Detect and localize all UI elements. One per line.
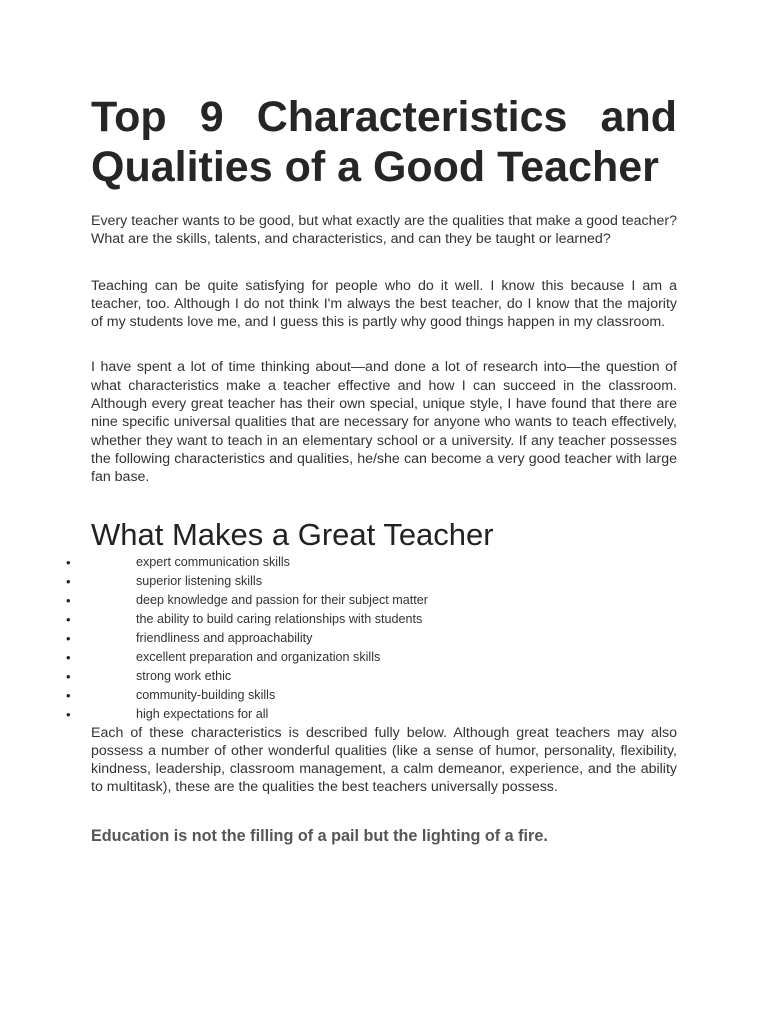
bullet-icon: • [66,649,71,665]
section-heading: What Makes a Great Teacher [91,516,494,552]
list-item [66,705,677,724]
list-item [66,667,677,686]
bullet-icon: • [66,573,71,589]
list-item-text: strong work ethic [136,668,232,683]
document-page [66,92,677,846]
quote-heading: Education is not the filling of a pail but the lighting of a fire. [91,826,548,845]
body-paragraph-2: Teaching can be quite satisfying for people who do it well. I know this because I am a teacher, too. Although I do not think I'm always the best teacher, do I know that the majority of my students love me, and I guess this is partly why good things happen in my classroom. [91,277,677,331]
list-item-text: friendliness and approachability [136,630,313,645]
bullet-icon: • [66,706,71,722]
list-item [66,648,677,667]
list-item-text: community-building skills [136,687,276,702]
list-item [66,629,677,648]
body-paragraph-3: I have spent a lot of time thinking about—and done a lot of research into—the question of what characteristics make a teacher effective and how I can succeed in the classroom. Although every great teacher has their own special, unique style, I have found that there are nine specific universal qualities that are necessary for anyone who wants to teach effectively, whether they want to teach in an elementary school or a university. If any teacher possesses the following characteristics and qualities, he/she can become a very good teacher with large fan base. [91,359,677,486]
list-item-text: superior listening skills [136,573,262,588]
list-item-text: high expectations for all [136,706,269,721]
list-item [66,591,677,610]
list-item [66,553,677,572]
list-item-text: the ability to build caring relationships with students [136,611,423,626]
intro-paragraph: Every teacher wants to be good, but what exactly are the qualities that make a good teacher? What are the skills, talents, and characteristics, and can they be taught or learned? [91,213,677,248]
page-title: Top 9 Characteristics and Qualities of a Good Teacher [91,93,677,191]
bullet-icon: • [66,592,71,608]
bullet-icon: • [66,611,71,627]
list-item [66,610,677,629]
bullet-icon: • [66,668,71,684]
bullet-icon: • [66,687,71,703]
closing-paragraph: Each of these characteristics is described fully below. Although great teachers may also possess a number of other wonderful qualities (like a sense of humor, personality, flexibility, kindness, leadership, classroom management, a calm demeanor, experience, and the ability to multitask), these are the qualities the best teachers universally possess. [91,724,677,796]
qualities-list [66,553,677,724]
list-item-text: deep knowledge and passion for their subject matter [136,592,428,607]
list-item [66,686,677,705]
list-item-text: excellent preparation and organization skills [136,649,381,664]
list-item [66,572,677,591]
list-item-text: expert communication skills [136,554,290,569]
bullet-icon: • [66,630,71,646]
bullet-icon: • [66,554,71,570]
